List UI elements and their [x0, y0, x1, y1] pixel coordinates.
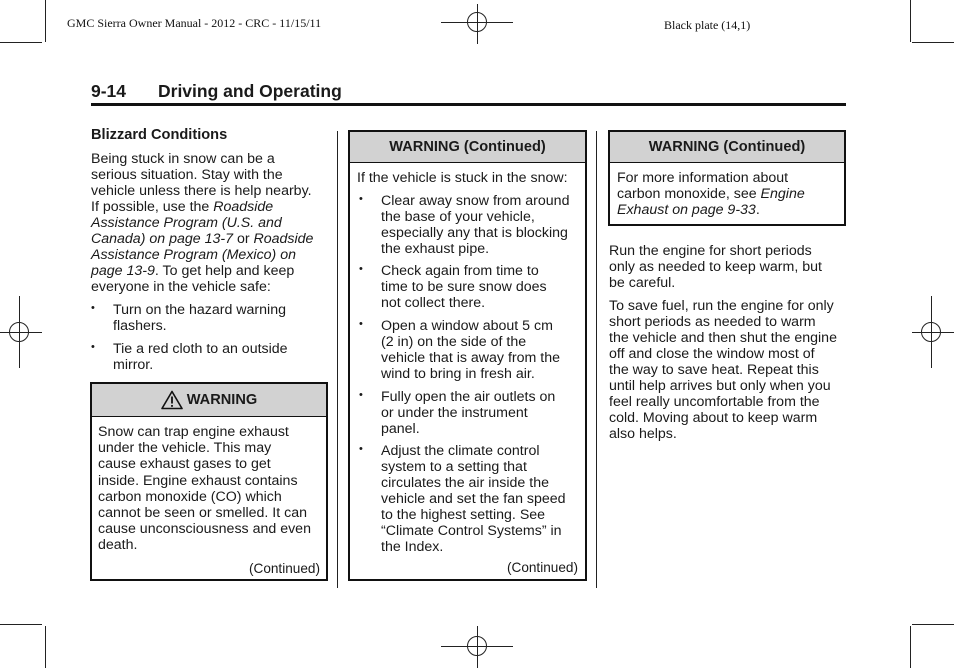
crop-mark — [0, 624, 42, 625]
column-divider — [337, 131, 338, 588]
crop-mark — [45, 626, 46, 668]
continued-label: (Continued) — [248, 561, 320, 576]
crop-mark — [910, 0, 911, 42]
page-header — [91, 81, 846, 106]
warning-header — [350, 132, 585, 163]
warning-box — [608, 130, 846, 226]
bullet-icon: • — [91, 341, 95, 353]
page-number: 9-14 — [91, 81, 127, 101]
warning-title: WARNING — [186, 392, 258, 408]
registration-mark-right — [912, 296, 954, 368]
bullet-icon: • — [359, 389, 363, 401]
section-heading: Blizzard Conditions — [91, 127, 228, 143]
link-roadside-us-page[interactable]: Canada) on page 13-7 — [91, 231, 233, 247]
warning-box — [90, 382, 328, 581]
list-item: • Tie a red cloth to an outside mirror. — [91, 341, 288, 373]
crop-mark — [45, 0, 46, 42]
link-engine-exhaust-page[interactable]: Exhaust on page 9-33 — [617, 202, 756, 219]
list-item: • Turn on the hazard warning flashers. — [91, 302, 286, 334]
warning-text: For more information about carbon monoxide, see Engine Exhaust on page 9-33. — [617, 170, 805, 219]
crop-mark — [910, 626, 911, 668]
warning-intro: If the vehicle is stuck in the snow: — [357, 170, 568, 186]
crop-mark — [912, 42, 954, 43]
continued-label: (Continued) — [506, 560, 578, 575]
intro-paragraph: Being stuck in snow can be a serious situation. Stay with the vehicle unless there is help nearby. If possible, use the Roadside Assistance Program (U.S. and Canada) on page 13-7 or Roadside Assistance Program (Mexico) on page 13-9. To get help and keep everyone in the vehicle safe: — [91, 151, 314, 295]
bullet-icon: • — [91, 302, 95, 314]
link-engine-exhaust[interactable]: Engine — [760, 186, 805, 203]
registration-mark-bottom — [441, 624, 513, 668]
paragraph: To save fuel, run the engine for only short periods as needed to warm the vehicle and then shut the engine off and close the window most of the way to save heat. Repeat this until help arrives but only when you feel really uncomfortable from the cold. Moving about to keep warm also helps. — [609, 298, 837, 442]
paragraph: Run the engine for short periods only as needed to keep warm, but be careful. — [609, 243, 822, 291]
link-roadside-mexico-page[interactable]: page 13-9 — [91, 263, 155, 279]
registration-mark-top — [441, 4, 513, 44]
bullet-icon: • — [359, 443, 363, 455]
warning-title: WARNING (Continued) — [648, 139, 806, 155]
warning-text: Snow can trap engine exhaust under the vehicle. This may cause exhaust gases to get inside. Engine exhaust contains carbon monoxide (CO) which cannot be seen or smelled. It can cause unconsciousness and even death. — [98, 424, 311, 554]
plate-info: Black plate (14,1) — [664, 18, 751, 32]
warning-title: WARNING (Continued) — [389, 139, 546, 155]
link-roadside-mexico[interactable]: Roadside — [253, 231, 314, 247]
bullet-icon: • — [359, 193, 363, 205]
link-roadside-us[interactable]: Roadside — [213, 199, 274, 215]
crop-mark — [912, 624, 954, 625]
document-info: GMC Sierra Owner Manual - 2012 - CRC - 11/15/11 — [67, 16, 322, 30]
column-divider — [596, 131, 597, 588]
crop-mark — [0, 42, 42, 43]
registration-mark-left — [0, 296, 42, 368]
warning-header — [92, 384, 326, 417]
bullet-icon: • — [359, 263, 363, 275]
section-title: Driving and Operating — [158, 81, 342, 101]
warning-triangle-icon — [161, 390, 183, 410]
warning-box: WARNING (Continued) If the vehicle is stuck in the snow: • Clear away snow from around the base of your vehicle, especially any that is blocking the exhaust pipe. • Check again from time to time to be sure snow does not collect there. • Open a window about 5 cm (2 in) on the side of the vehicle that is away from the wind to bring in fresh air. • Fully open the air outlets on or under the instrument panel. • Adjust the climate control system to a setting that circulates the air inside the vehicle and set the fan speed to the highest setting. See “Climate Control Systems” in the Index. (Continued) — [348, 130, 587, 581]
bullet-icon: • — [359, 318, 363, 330]
warning-header — [610, 132, 844, 163]
